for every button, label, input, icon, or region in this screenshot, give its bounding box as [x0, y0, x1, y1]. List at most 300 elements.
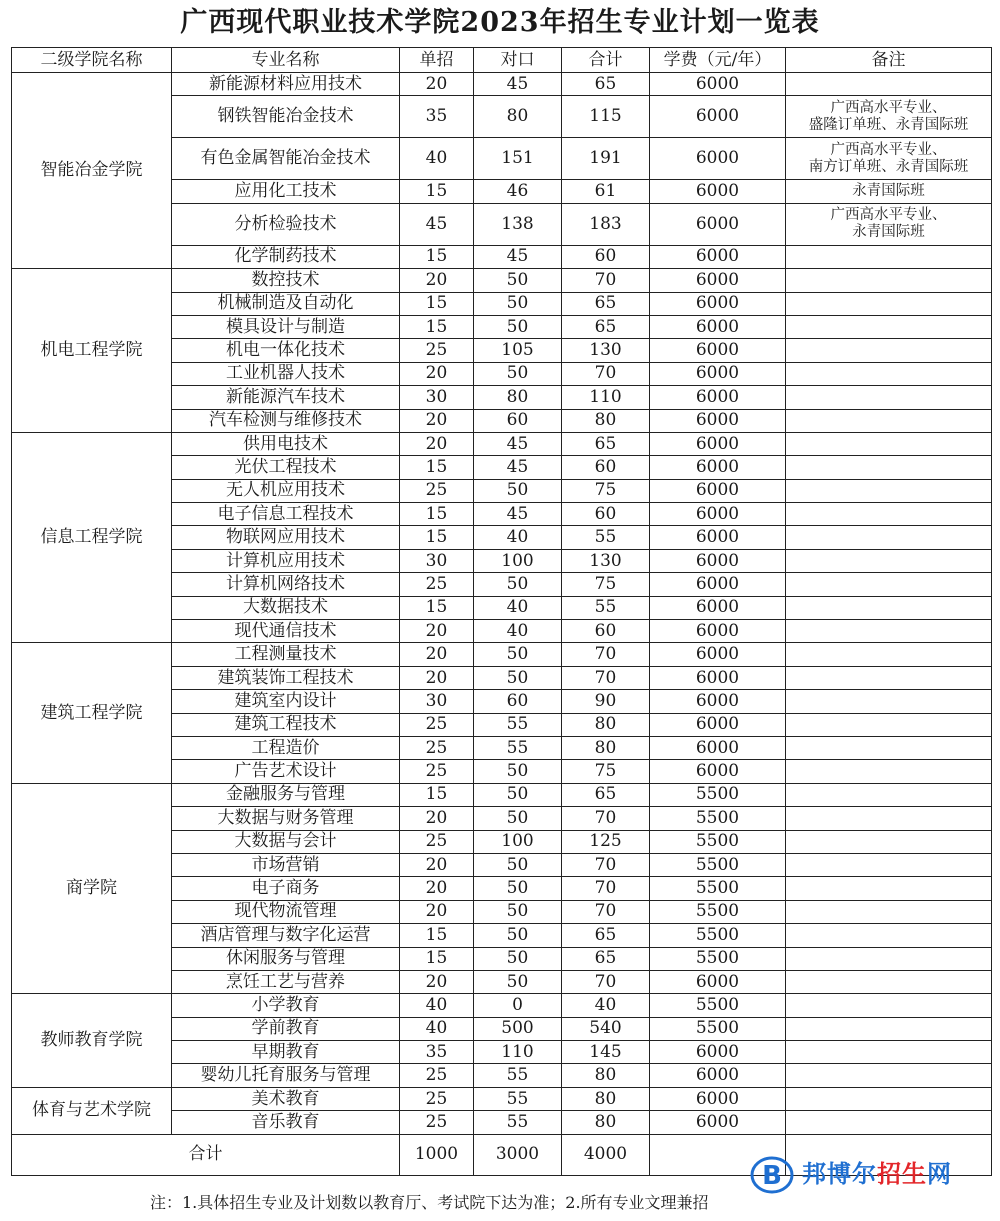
- note-cell: [786, 269, 992, 292]
- total-cell: 55: [562, 526, 650, 549]
- duikou-cell: 100: [474, 549, 562, 572]
- header-major: 专业名称: [172, 48, 400, 73]
- danzhao-cell: 20: [400, 807, 474, 830]
- summary-label: 合计: [12, 1134, 400, 1175]
- danzhao-cell: 20: [400, 73, 474, 96]
- danzhao-cell: 20: [400, 970, 474, 993]
- duikou-cell: 110: [474, 1041, 562, 1064]
- total-cell: 70: [562, 807, 650, 830]
- fee-cell: 6000: [650, 203, 786, 245]
- total-cell: 60: [562, 245, 650, 268]
- total-cell: 65: [562, 924, 650, 947]
- svg-text:B: B: [762, 1161, 782, 1191]
- note-line: 广西高水平专业、: [830, 141, 947, 158]
- danzhao-cell: 20: [400, 269, 474, 292]
- danzhao-cell: 40: [400, 138, 474, 180]
- fee-cell: 6000: [650, 970, 786, 993]
- note-cell: [786, 853, 992, 876]
- note-cell: [786, 96, 992, 138]
- fee-cell: 6000: [650, 409, 786, 432]
- fee-cell: 6000: [650, 292, 786, 315]
- college-name-cell: 体育与艺术学院: [12, 1087, 172, 1134]
- danzhao-cell: 35: [400, 96, 474, 138]
- duikou-cell: 50: [474, 760, 562, 783]
- note-cell: [786, 203, 992, 245]
- major-cell: 婴幼儿托育服务与管理: [172, 1064, 400, 1087]
- watermark-text: [802, 1159, 952, 1189]
- note-cell: [786, 947, 992, 970]
- college-name-cell: 智能冶金学院: [12, 73, 172, 269]
- major-cell: 烹饪工艺与营养: [172, 970, 400, 993]
- danzhao-cell: 15: [400, 526, 474, 549]
- fee-cell: 5500: [650, 947, 786, 970]
- note-cell: [786, 643, 992, 666]
- major-cell: 新能源材料应用技术: [172, 73, 400, 96]
- major-cell: 分析检验技术: [172, 203, 400, 245]
- fee-cell: 6000: [650, 620, 786, 643]
- summary-total: 4000: [562, 1134, 650, 1175]
- table-row: [12, 1087, 992, 1110]
- danzhao-cell: 15: [400, 596, 474, 619]
- page-title: 广西现代职业技术学院2023年招生专业计划一览表: [180, 7, 820, 38]
- fee-cell: 6000: [650, 138, 786, 180]
- duikou-cell: 45: [474, 456, 562, 479]
- fee-cell: 6000: [650, 269, 786, 292]
- fee-cell: 5500: [650, 994, 786, 1017]
- note-cell: [786, 830, 992, 853]
- total-cell: 40: [562, 994, 650, 1017]
- note-line: 广西高水平专业、: [830, 99, 947, 116]
- note-cell: [786, 1111, 992, 1134]
- danzhao-cell: 20: [400, 432, 474, 455]
- note-cell: [786, 573, 992, 596]
- major-cell: 大数据与会计: [172, 830, 400, 853]
- fee-cell: 6000: [650, 760, 786, 783]
- danzhao-cell: 30: [400, 690, 474, 713]
- major-cell: 电子商务: [172, 877, 400, 900]
- note-cell: [786, 526, 992, 549]
- enrollment-plan-table: [11, 47, 992, 1176]
- total-cell: 60: [562, 503, 650, 526]
- duikou-cell: 50: [474, 362, 562, 385]
- major-cell: 模具设计与制造: [172, 315, 400, 338]
- major-cell: 现代通信技术: [172, 620, 400, 643]
- major-cell: 金融服务与管理: [172, 783, 400, 806]
- major-cell: 机械制造及自动化: [172, 292, 400, 315]
- table-row: [12, 73, 992, 96]
- note-cell: [786, 292, 992, 315]
- danzhao-cell: 40: [400, 1017, 474, 1040]
- danzhao-cell: 20: [400, 900, 474, 923]
- note-cell: [786, 924, 992, 947]
- total-cell: 80: [562, 409, 650, 432]
- major-cell: 学前教育: [172, 1017, 400, 1040]
- fee-cell: 5500: [650, 830, 786, 853]
- major-cell: 市场营销: [172, 853, 400, 876]
- duikou-cell: 50: [474, 573, 562, 596]
- danzhao-cell: 20: [400, 666, 474, 689]
- watermark-text-tail: 网: [927, 1160, 952, 1188]
- fee-cell: 6000: [650, 526, 786, 549]
- fee-cell: 6000: [650, 245, 786, 268]
- major-cell: 工程造价: [172, 736, 400, 759]
- duikou-cell: 60: [474, 409, 562, 432]
- major-cell: 美术教育: [172, 1087, 400, 1110]
- danzhao-cell: 15: [400, 924, 474, 947]
- duikou-cell: 50: [474, 970, 562, 993]
- total-cell: 65: [562, 292, 650, 315]
- table-row: [12, 783, 992, 806]
- danzhao-cell: 15: [400, 947, 474, 970]
- note-cell: [786, 549, 992, 572]
- fee-cell: 6000: [650, 456, 786, 479]
- major-cell: 音乐教育: [172, 1111, 400, 1134]
- duikou-cell: 80: [474, 96, 562, 138]
- fee-cell: 6000: [650, 339, 786, 362]
- danzhao-cell: 25: [400, 1111, 474, 1134]
- table-body: [12, 73, 992, 1135]
- total-cell: 65: [562, 947, 650, 970]
- header-fee: 学费（元/年）: [650, 48, 786, 73]
- fee-cell: 6000: [650, 479, 786, 502]
- total-cell: 130: [562, 339, 650, 362]
- note-cell: [786, 620, 992, 643]
- note-cell: [786, 807, 992, 830]
- college-name-cell: 信息工程学院: [12, 432, 172, 643]
- note-cell: [786, 713, 992, 736]
- duikou-cell: 40: [474, 526, 562, 549]
- note-cell: [786, 432, 992, 455]
- danzhao-cell: 30: [400, 386, 474, 409]
- major-cell: 小学教育: [172, 994, 400, 1017]
- duikou-cell: 50: [474, 643, 562, 666]
- footnote: 注：1.具体招生专业及计划数以教育厅、考试院下达为准；2.所有专业文理兼招: [150, 1193, 709, 1212]
- fee-cell: 6000: [650, 596, 786, 619]
- table-row: [12, 643, 992, 666]
- major-cell: 钢铁智能冶金技术: [172, 96, 400, 138]
- danzhao-cell: 15: [400, 503, 474, 526]
- total-cell: 70: [562, 900, 650, 923]
- fee-cell: 6000: [650, 180, 786, 203]
- danzhao-cell: 25: [400, 339, 474, 362]
- danzhao-cell: 20: [400, 853, 474, 876]
- total-cell: 75: [562, 760, 650, 783]
- note-cell: [786, 970, 992, 993]
- total-cell: 90: [562, 690, 650, 713]
- duikou-cell: 50: [474, 269, 562, 292]
- total-cell: 65: [562, 315, 650, 338]
- total-cell: 540: [562, 1017, 650, 1040]
- total-cell: 145: [562, 1041, 650, 1064]
- total-cell: 80: [562, 713, 650, 736]
- duikou-cell: 60: [474, 690, 562, 713]
- summary-duikou: 3000: [474, 1134, 562, 1175]
- duikou-cell: 50: [474, 292, 562, 315]
- danzhao-cell: 20: [400, 362, 474, 385]
- note-cell: [786, 362, 992, 385]
- note-cell: [786, 386, 992, 409]
- header-note: 备注: [786, 48, 992, 73]
- fee-cell: 6000: [650, 1087, 786, 1110]
- note-cell: [786, 456, 992, 479]
- duikou-cell: 45: [474, 503, 562, 526]
- major-cell: 机电一体化技术: [172, 339, 400, 362]
- total-cell: 75: [562, 573, 650, 596]
- fee-cell: 5500: [650, 877, 786, 900]
- note-cell: [786, 315, 992, 338]
- major-cell: 休闲服务与管理: [172, 947, 400, 970]
- major-cell: 无人机应用技术: [172, 479, 400, 502]
- fee-cell: 5500: [650, 807, 786, 830]
- total-cell: 70: [562, 970, 650, 993]
- note-cell: [786, 409, 992, 432]
- danzhao-cell: 45: [400, 203, 474, 245]
- note-cell: [786, 1064, 992, 1087]
- duikou-cell: 151: [474, 138, 562, 180]
- header-total: 合计: [562, 48, 650, 73]
- danzhao-cell: 20: [400, 877, 474, 900]
- major-cell: 供用电技术: [172, 432, 400, 455]
- major-cell: 建筑装饰工程技术: [172, 666, 400, 689]
- fee-cell: 6000: [650, 386, 786, 409]
- danzhao-cell: 20: [400, 409, 474, 432]
- total-cell: 80: [562, 1064, 650, 1087]
- header-college: 二级学院名称: [12, 48, 172, 73]
- duikou-cell: 46: [474, 180, 562, 203]
- major-cell: 酒店管理与数字化运营: [172, 924, 400, 947]
- duikou-cell: 45: [474, 432, 562, 455]
- major-cell: 应用化工技术: [172, 180, 400, 203]
- college-name-cell: 机电工程学院: [12, 269, 172, 433]
- note-cell: [786, 73, 992, 96]
- note-cell: [786, 994, 992, 1017]
- danzhao-cell: 25: [400, 1087, 474, 1110]
- fee-cell: 6000: [650, 362, 786, 385]
- note-line: 永青国际班: [852, 224, 925, 241]
- watermark-logo: [750, 1153, 990, 1197]
- total-cell: 60: [562, 620, 650, 643]
- duikou-cell: 80: [474, 386, 562, 409]
- fee-cell: 6000: [650, 690, 786, 713]
- major-cell: 现代物流管理: [172, 900, 400, 923]
- fee-cell: 6000: [650, 713, 786, 736]
- duikou-cell: 50: [474, 877, 562, 900]
- danzhao-cell: 15: [400, 783, 474, 806]
- total-cell: 115: [562, 96, 650, 138]
- note-cell: [786, 503, 992, 526]
- major-cell: 光伏工程技术: [172, 456, 400, 479]
- duikou-cell: 50: [474, 853, 562, 876]
- major-cell: 广告艺术设计: [172, 760, 400, 783]
- duikou-cell: 45: [474, 73, 562, 96]
- fee-cell: 5500: [650, 1017, 786, 1040]
- note-cell: [786, 596, 992, 619]
- header-danzhao: 单招: [400, 48, 474, 73]
- note-cell: [786, 736, 992, 759]
- total-cell: 70: [562, 362, 650, 385]
- college-name-cell: 教师教育学院: [12, 994, 172, 1088]
- total-cell: 55: [562, 596, 650, 619]
- fee-cell: 6000: [650, 666, 786, 689]
- summary-danzhao: 1000: [400, 1134, 474, 1175]
- duikou-cell: 100: [474, 830, 562, 853]
- danzhao-cell: 15: [400, 292, 474, 315]
- note-line: 永青国际班: [852, 183, 925, 200]
- major-cell: 物联网应用技术: [172, 526, 400, 549]
- fee-cell: 6000: [650, 1111, 786, 1134]
- duikou-cell: 50: [474, 807, 562, 830]
- duikou-cell: 50: [474, 947, 562, 970]
- total-cell: 183: [562, 203, 650, 245]
- total-cell: 80: [562, 1087, 650, 1110]
- note-cell: [786, 339, 992, 362]
- note-cell: [786, 1041, 992, 1064]
- danzhao-cell: 25: [400, 736, 474, 759]
- note-line: 南方订单班、永青国际班: [808, 158, 969, 175]
- note-line: 盛隆订单班、永青国际班: [808, 116, 969, 133]
- total-cell: 70: [562, 269, 650, 292]
- major-cell: 建筑室内设计: [172, 690, 400, 713]
- major-cell: 大数据技术: [172, 596, 400, 619]
- duikou-cell: 45: [474, 245, 562, 268]
- duikou-cell: 55: [474, 1111, 562, 1134]
- fee-cell: 6000: [650, 736, 786, 759]
- note-cell: [786, 877, 992, 900]
- total-cell: 65: [562, 783, 650, 806]
- danzhao-cell: 15: [400, 180, 474, 203]
- fee-cell: 6000: [650, 643, 786, 666]
- college-name-cell: 商学院: [12, 783, 172, 994]
- duikou-cell: 55: [474, 736, 562, 759]
- fee-cell: 6000: [650, 96, 786, 138]
- total-cell: 65: [562, 432, 650, 455]
- duikou-cell: 50: [474, 924, 562, 947]
- major-cell: 汽车检测与维修技术: [172, 409, 400, 432]
- fee-cell: 6000: [650, 315, 786, 338]
- note-cell: [786, 783, 992, 806]
- fee-cell: 5500: [650, 853, 786, 876]
- fee-cell: 6000: [650, 1064, 786, 1087]
- fee-cell: 5500: [650, 783, 786, 806]
- total-cell: 125: [562, 830, 650, 853]
- duikou-cell: 0: [474, 994, 562, 1017]
- total-cell: 70: [562, 666, 650, 689]
- note-cell: [786, 138, 992, 180]
- total-cell: 70: [562, 643, 650, 666]
- note-cell: [786, 1087, 992, 1110]
- total-cell: 65: [562, 73, 650, 96]
- fee-cell: 6000: [650, 503, 786, 526]
- major-cell: 数控技术: [172, 269, 400, 292]
- total-cell: 75: [562, 479, 650, 502]
- fee-cell: 5500: [650, 900, 786, 923]
- total-cell: 80: [562, 736, 650, 759]
- total-cell: 130: [562, 549, 650, 572]
- note-cell: [786, 479, 992, 502]
- table-row: [12, 432, 992, 455]
- major-cell: 计算机应用技术: [172, 549, 400, 572]
- danzhao-cell: 25: [400, 573, 474, 596]
- duikou-cell: 50: [474, 666, 562, 689]
- college-name-cell: 建筑工程学院: [12, 643, 172, 783]
- table-row: [12, 994, 992, 1017]
- duikou-cell: 40: [474, 596, 562, 619]
- total-cell: 80: [562, 1111, 650, 1134]
- note-cell: [786, 900, 992, 923]
- fee-cell: 5500: [650, 924, 786, 947]
- fee-cell: 6000: [650, 73, 786, 96]
- note-cell: [786, 245, 992, 268]
- danzhao-cell: 20: [400, 643, 474, 666]
- total-cell: 110: [562, 386, 650, 409]
- total-cell: 70: [562, 853, 650, 876]
- major-cell: 工程测量技术: [172, 643, 400, 666]
- note-cell: [786, 1017, 992, 1040]
- major-cell: 早期教育: [172, 1041, 400, 1064]
- major-cell: 大数据与财务管理: [172, 807, 400, 830]
- note-cell: [786, 180, 992, 203]
- danzhao-cell: 15: [400, 456, 474, 479]
- danzhao-cell: 25: [400, 713, 474, 736]
- total-cell: 70: [562, 877, 650, 900]
- duikou-cell: 50: [474, 783, 562, 806]
- danzhao-cell: 40: [400, 994, 474, 1017]
- major-cell: 有色金属智能冶金技术: [172, 138, 400, 180]
- fee-cell: 6000: [650, 432, 786, 455]
- duikou-cell: 50: [474, 315, 562, 338]
- duikou-cell: 40: [474, 620, 562, 643]
- danzhao-cell: 20: [400, 620, 474, 643]
- note-line: 广西高水平专业、: [830, 207, 947, 224]
- duikou-cell: 55: [474, 713, 562, 736]
- major-cell: 新能源汽车技术: [172, 386, 400, 409]
- note-cell: [786, 760, 992, 783]
- danzhao-cell: 35: [400, 1041, 474, 1064]
- duikou-cell: 50: [474, 479, 562, 502]
- danzhao-cell: 25: [400, 760, 474, 783]
- total-cell: 191: [562, 138, 650, 180]
- table-header-row: [12, 48, 992, 73]
- fee-cell: 6000: [650, 573, 786, 596]
- danzhao-cell: 25: [400, 479, 474, 502]
- danzhao-cell: 15: [400, 245, 474, 268]
- danzhao-cell: 30: [400, 549, 474, 572]
- danzhao-cell: 15: [400, 315, 474, 338]
- fee-cell: 6000: [650, 549, 786, 572]
- watermark-b-icon: [750, 1155, 794, 1195]
- watermark-text-red: 招生: [877, 1160, 927, 1188]
- duikou-cell: 55: [474, 1064, 562, 1087]
- major-cell: 建筑工程技术: [172, 713, 400, 736]
- header-duikou: 对口: [474, 48, 562, 73]
- total-cell: 61: [562, 180, 650, 203]
- table-row: [12, 269, 992, 292]
- watermark-text-blue: 邦博尔: [802, 1160, 877, 1188]
- danzhao-cell: 25: [400, 830, 474, 853]
- duikou-cell: 55: [474, 1087, 562, 1110]
- major-cell: 电子信息工程技术: [172, 503, 400, 526]
- danzhao-cell: 25: [400, 1064, 474, 1087]
- duikou-cell: 50: [474, 900, 562, 923]
- major-cell: 工业机器人技术: [172, 362, 400, 385]
- major-cell: 化学制药技术: [172, 245, 400, 268]
- note-cell: [786, 666, 992, 689]
- total-cell: 60: [562, 456, 650, 479]
- duikou-cell: 500: [474, 1017, 562, 1040]
- fee-cell: 6000: [650, 1041, 786, 1064]
- major-cell: 计算机网络技术: [172, 573, 400, 596]
- duikou-cell: 138: [474, 203, 562, 245]
